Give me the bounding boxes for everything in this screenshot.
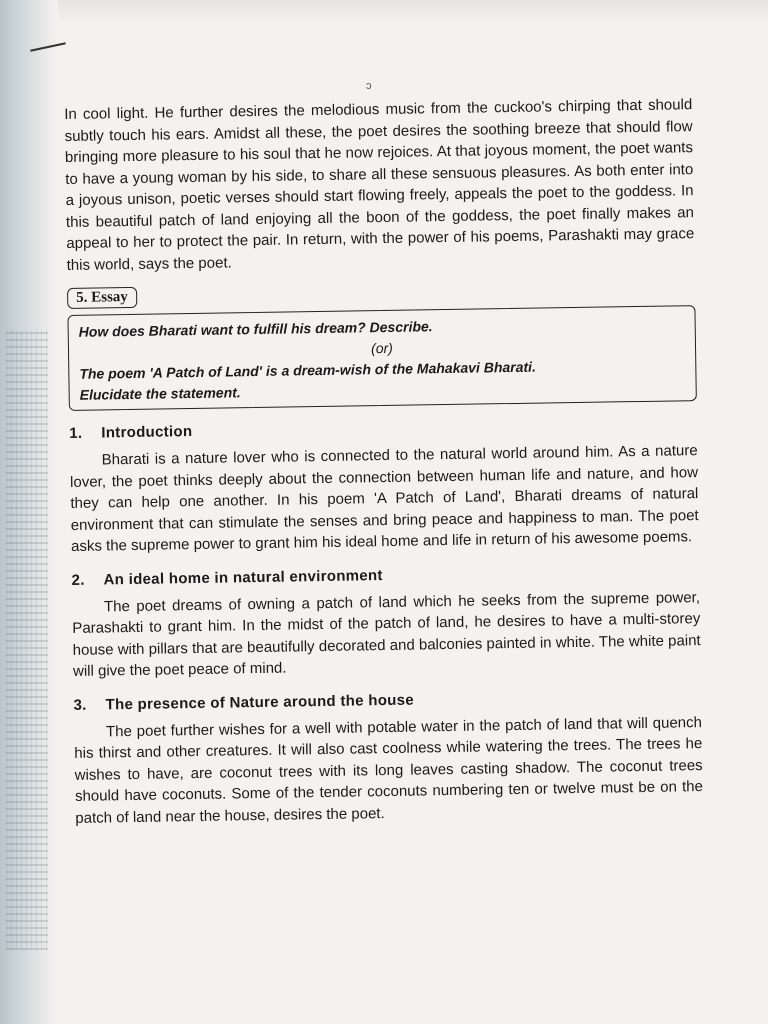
question-line-3: Elucidate the statement. (79, 384, 241, 403)
section-paragraph-nature: The poet further wishes for a well with potable water in the patch of land that will quench his thirst and other creatures. It will also cast coolness while watering the trees. The trees he wishes to have, are coconut trees with its long leaves casting shadow. The coconut trees should have coconuts. Some of the tender coconuts numbering ten or twelve must be on the patch of land near the house, desires the poet. (74, 713, 704, 827)
scan-edge-noise (6, 330, 48, 950)
question-line-2: The poem 'A Patch of Land' is a dream-wish of the Mahakavi Bharati. (79, 358, 537, 382)
intro-paragraph: In cool light. He further desires the melodious music from the cuckoo's chirping that should subtly touch his ears. Amidst all these, the poet desires the soothing breeze that should flow bringing more pleasure to his soul that he now rejoices. At that joyous moment, the poet wants to have a young woman by his side, to share all these sensuous pleasures. As both enter into a joyous unison, poetic verses should start flowing freely, appeals the poet to the goddess. In this beautiful patch of land enjoying all the boon of the goddess, the poet finally makes an appeal to her to protect the pair. In return, with the power of his poems, Parashakti may grace this world, says the poet. (64, 96, 695, 274)
scan-top-edge (0, 0, 768, 22)
section-title: The presence of Nature around the house (105, 691, 415, 713)
section-heading-introduction (69, 415, 697, 442)
section-paragraph-ideal-home: The poet dreams of owning a patch of land which he seeks from the supreme power, Parashakti to grant him. In the midst of the patch of land, he desires to have a multi-storey house with pillars that are beautifully decorated and balconies painted in white. The white paint will give the poet peace of mind. (72, 588, 701, 680)
page-mark: ɔ (366, 80, 372, 92)
section-number: 1. (69, 424, 83, 442)
section-heading-ideal-home (71, 562, 699, 589)
section-heading-nature (73, 687, 701, 714)
question-line-1: How does Bharati want to fulfill his dream? Describe. (78, 318, 433, 340)
question-or: (or) (370, 339, 394, 357)
essay-label: 5. Essay (67, 287, 137, 309)
section-paragraph-introduction: Bharati is a nature lover who is connected to the natural world around him. As a nature lover, the poet thinks deeply about the connection between human life and nature, and how they can help one another. In his poem 'A Patch of Land', Bharati dreams of natural environment that can stimulate the senses and bring peace and happiness to man. The poet asks the supreme power to grant him his ideal home and life in return of his awesome poems. (69, 442, 699, 555)
section-title: An ideal home in natural environment (103, 566, 383, 588)
section-number: 2. (71, 571, 85, 589)
section-number: 3. (73, 696, 87, 714)
section-title: Introduction (101, 423, 193, 442)
question-box (67, 305, 696, 411)
document-page (64, 86, 703, 829)
